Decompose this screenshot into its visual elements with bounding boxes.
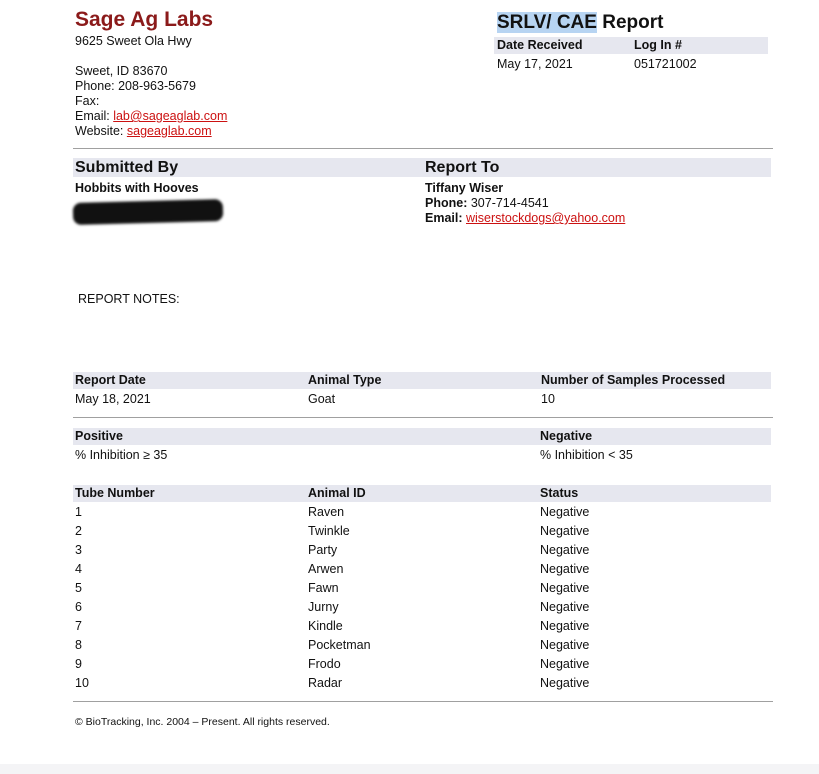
divider (73, 701, 773, 702)
email-label: Email: (75, 109, 114, 123)
lab-email-link[interactable]: lab@sageaglab.com (113, 109, 228, 123)
date-received-value: May 17, 2021 (497, 57, 573, 71)
negative-rule: % Inhibition < 35 (540, 448, 633, 462)
phone-value: 307-714-4541 (467, 196, 549, 210)
tube-number-cell: 5 (75, 581, 82, 595)
login-label: Log In # (634, 38, 682, 52)
tube-number-cell: 3 (75, 543, 82, 557)
tube-number-header: Tube Number (75, 486, 155, 500)
lab-fax: Fax: (75, 94, 100, 108)
report-title (497, 12, 663, 34)
samples-value: 10 (541, 392, 555, 406)
animal-type-label: Animal Type (308, 373, 382, 387)
status-cell: Negative (540, 524, 590, 538)
login-value: 051721002 (634, 57, 697, 71)
report-date-label: Report Date (75, 373, 146, 387)
lab-email-line (75, 109, 227, 124)
copyright-footer: © BioTracking, Inc. 2004 – Present. All rights reserved. (75, 716, 330, 728)
lab-website-link[interactable]: sageaglab.com (126, 124, 212, 138)
submitted-by-heading: Submitted By (75, 159, 179, 176)
redaction-mark (73, 199, 224, 225)
negative-label: Negative (540, 429, 593, 443)
status-cell: Negative (540, 505, 590, 519)
submitter-name: Hobbits with Hooves (75, 181, 199, 195)
animal-type-value: Goat (308, 392, 336, 406)
lab-address (75, 34, 227, 139)
email-label-bold: Email: (425, 211, 463, 225)
status-cell: Negative (540, 581, 590, 595)
tube-number-cell: 10 (75, 676, 89, 690)
animal-id-cell: Pocketman (308, 638, 371, 652)
animal-id-cell: Arwen (308, 562, 344, 576)
animal-id-cell: Jurny (308, 600, 339, 614)
tube-number-cell: 4 (75, 562, 82, 576)
tube-number-cell: 9 (75, 657, 82, 671)
animal-id-cell: Frodo (308, 657, 341, 671)
status-cell: Negative (540, 600, 590, 614)
date-received-label: Date Received (497, 38, 583, 52)
divider (73, 148, 773, 149)
tube-number-cell: 6 (75, 600, 82, 614)
status-cell: Negative (540, 676, 590, 690)
status-cell: Negative (540, 543, 590, 557)
status-header: Status (540, 486, 579, 500)
report-to-phone (425, 196, 549, 210)
animal-id-cell: Fawn (308, 581, 339, 595)
criteria-header-bar (73, 428, 771, 445)
report-title-rest: Report (596, 12, 664, 33)
lab-phone: Phone: 208-963-5679 (75, 79, 196, 93)
status-cell: Negative (540, 638, 590, 652)
report-to-email (425, 211, 625, 225)
results-header-bar (73, 485, 771, 502)
tube-number-cell: 1 (75, 505, 82, 519)
animal-id-cell: Twinkle (308, 524, 350, 538)
animal-id-header: Animal ID (308, 486, 366, 500)
tube-number-cell: 7 (75, 619, 82, 633)
report-to-heading: Report To (425, 159, 500, 176)
lab-website-line (75, 124, 227, 139)
report-to-name: Tiffany Wiser (425, 181, 504, 195)
address-line-1: 9625 Sweet Ola Hwy (75, 34, 192, 48)
status-cell: Negative (540, 562, 590, 576)
tube-number-cell: 2 (75, 524, 82, 538)
status-cell: Negative (540, 657, 590, 671)
animal-id-cell: Kindle (308, 619, 343, 633)
positive-rule: % Inhibition ≥ 35 (75, 448, 168, 462)
animal-id-cell: Radar (308, 676, 343, 690)
divider (73, 417, 773, 418)
report-title-highlight: SRLV/ CAE (497, 12, 597, 33)
page-bottom-edge (0, 764, 819, 774)
tube-number-cell: 8 (75, 638, 82, 652)
status-cell: Negative (540, 619, 590, 633)
lab-name: Sage Ag Labs (75, 8, 214, 31)
report-to-email-link[interactable]: wiserstockdogs@yahoo.com (466, 211, 626, 225)
samples-label: Number of Samples Processed (541, 373, 726, 387)
phone-label: Phone: (425, 196, 468, 210)
website-label: Website: (75, 124, 127, 138)
address-line-2: Sweet, ID 83670 (75, 64, 168, 78)
animal-id-cell: Party (308, 543, 338, 557)
positive-label: Positive (75, 429, 123, 443)
animal-id-cell: Raven (308, 505, 345, 519)
report-date-value: May 18, 2021 (75, 392, 151, 406)
report-notes-label: REPORT NOTES: (78, 292, 180, 306)
